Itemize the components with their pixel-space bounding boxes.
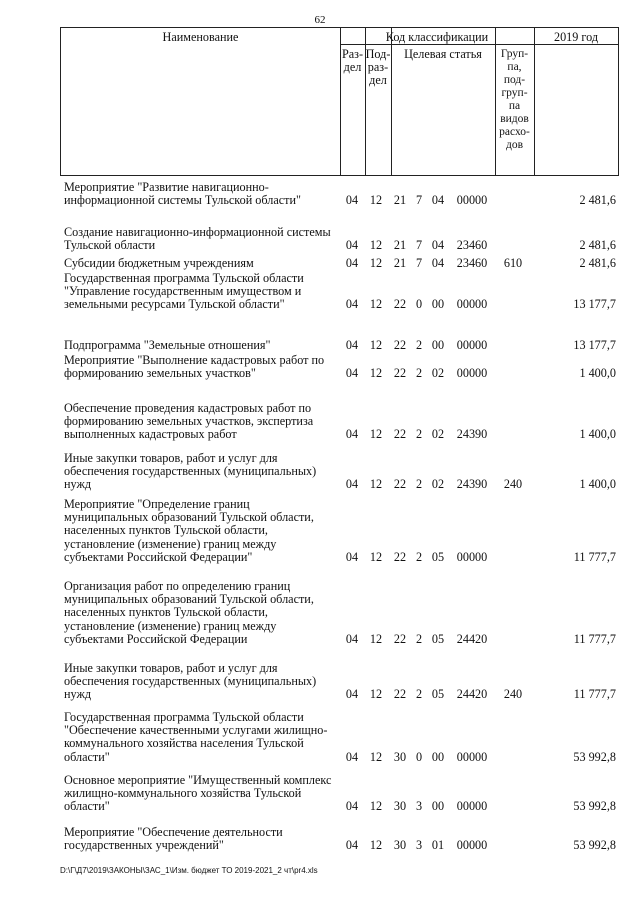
table-row	[0, 826, 640, 852]
amount-cell: 1 400,0	[579, 366, 616, 381]
podrazdel-cell: 12	[369, 193, 383, 208]
program-cell: 22	[393, 297, 407, 312]
subprogram-cell: 2	[415, 366, 423, 381]
amount-cell: 11 777,7	[573, 549, 616, 564]
table-header	[60, 27, 619, 176]
table-row	[0, 181, 640, 207]
subprogram-cell: 2	[415, 427, 423, 442]
razdel-cell: 04	[345, 338, 359, 352]
event-cell: 02	[431, 477, 445, 492]
program-cell: 22	[393, 477, 407, 492]
razdel-cell: 04	[345, 749, 359, 764]
event-cell: 00	[431, 749, 445, 764]
header-name: Наименование	[162, 30, 239, 44]
amount-cell: 53 992,8	[573, 799, 616, 814]
podrazdel-cell: 12	[369, 427, 383, 442]
program-cell: 21	[393, 193, 407, 208]
direction-cell: 24420	[456, 687, 488, 702]
amount-cell: 2 481,6	[579, 238, 616, 253]
event-cell: 05	[431, 549, 445, 564]
subprogram-cell: 3	[415, 799, 423, 814]
header-code-group: Код классификации	[385, 30, 489, 44]
header-target: Целевая статья	[404, 47, 482, 61]
podrazdel-cell: 12	[369, 687, 383, 702]
header-podrazdel: Под- раз- дел	[365, 47, 391, 87]
table-row	[0, 498, 640, 564]
direction-cell: 23460	[456, 256, 488, 270]
subprogram-cell: 0	[415, 749, 423, 764]
amount-cell: 11 777,7	[573, 687, 616, 702]
subprogram-cell: 2	[415, 338, 423, 352]
amount-cell: 53 992,8	[573, 838, 616, 853]
table-row	[0, 452, 640, 492]
program-cell: 22	[393, 631, 407, 646]
direction-cell: 00000	[456, 549, 488, 564]
table-row	[0, 711, 640, 764]
amount-cell: 2 481,6	[579, 193, 616, 208]
event-cell: 05	[431, 631, 445, 646]
subprogram-cell: 0	[415, 297, 423, 312]
row-name: Создание навигационно-информационной системы Тульской области	[64, 225, 331, 253]
subprogram-cell: 2	[415, 687, 423, 702]
amount-cell: 1 400,0	[579, 427, 616, 442]
direction-cell: 00000	[456, 838, 488, 853]
razdel-cell: 04	[345, 366, 359, 381]
amount-cell: 11 777,7	[573, 631, 616, 646]
subprogram-cell: 7	[415, 256, 423, 270]
row-name: Организация работ по определению границ муниципальных образований Тульской области, населенных пунктов Тульской области, установление (изменение) границ между субъектами Российской Федерации	[64, 579, 314, 646]
program-cell: 22	[393, 338, 407, 352]
direction-cell: 00000	[456, 193, 488, 208]
direction-cell: 24420	[456, 631, 488, 646]
podrazdel-cell: 12	[369, 338, 383, 352]
program-cell: 30	[393, 799, 407, 814]
podrazdel-cell: 12	[369, 549, 383, 564]
amount-cell: 53 992,8	[573, 749, 616, 764]
razdel-cell: 04	[345, 297, 359, 312]
direction-cell: 00000	[456, 297, 488, 312]
subprogram-cell: 2	[415, 631, 423, 646]
program-cell: 22	[393, 549, 407, 564]
amount-cell: 1 400,0	[579, 477, 616, 492]
table-row	[0, 257, 640, 270]
program-cell: 22	[393, 427, 407, 442]
podrazdel-cell: 12	[369, 749, 383, 764]
row-name: Мероприятие "Определение границ муниципальных образований Тульской области, населенных пунктов Тульской области, установление (изменение) границ между субъектами Российской Федерации"	[64, 497, 314, 564]
table-row	[0, 226, 640, 252]
group-cell: 240	[503, 687, 523, 702]
header-razdel: Раз- дел	[341, 47, 364, 74]
event-cell: 00	[431, 338, 445, 352]
row-name: Подпрограмма "Земельные отношения"	[64, 338, 271, 352]
subprogram-cell: 7	[415, 193, 423, 208]
program-cell: 21	[393, 238, 407, 253]
subprogram-cell: 2	[415, 477, 423, 492]
event-cell: 02	[431, 366, 445, 381]
razdel-cell: 04	[345, 549, 359, 564]
program-cell: 21	[393, 256, 407, 270]
program-cell: 22	[393, 687, 407, 702]
razdel-cell: 04	[345, 799, 359, 814]
row-name: Государственная программа Тульской области "Управление государственным имуществом и земельными ресурсами Тульской области"	[64, 271, 304, 312]
row-name: Иные закупки товаров, работ и услуг для обеспечения государственных (муниципальных) нужд	[64, 451, 317, 492]
razdel-cell: 04	[345, 427, 359, 442]
razdel-cell: 04	[345, 256, 359, 270]
amount-cell: 2 481,6	[579, 256, 616, 270]
subprogram-cell: 7	[415, 238, 423, 253]
row-name: Основное мероприятие "Имущественный комплекс жилищно-коммунального хозяйства Тульской области"	[64, 773, 332, 814]
direction-cell: 00000	[456, 799, 488, 814]
table-row	[0, 402, 640, 442]
page-number: 62	[314, 14, 326, 26]
podrazdel-cell: 12	[369, 838, 383, 853]
razdel-cell: 04	[345, 238, 359, 253]
direction-cell: 00000	[456, 749, 488, 764]
direction-cell: 00000	[456, 338, 488, 352]
row-name: Мероприятие "Обеспечение деятельности государственных учреждений"	[64, 825, 283, 853]
divider	[340, 44, 534, 45]
podrazdel-cell: 12	[369, 366, 383, 381]
file-path-footer: D:\Г\Д7\2019\ЗАКОНЫ\ЗАС_1\Изм. бюджет ТО 2019-2021_2 чт\pr4.xls	[60, 866, 318, 875]
podrazdel-cell: 12	[369, 297, 383, 312]
direction-cell: 00000	[456, 366, 488, 381]
event-cell: 04	[431, 256, 445, 270]
event-cell: 04	[431, 193, 445, 208]
razdel-cell: 04	[345, 838, 359, 853]
header-year: 2019 год	[553, 30, 599, 44]
program-cell: 30	[393, 838, 407, 853]
group-cell: 610	[503, 256, 523, 270]
amount-cell: 13 177,7	[573, 338, 616, 352]
row-name: Обеспечение проведения кадастровых работ по формированию земельных участков, экспертиза выполненных кадастровых работ	[64, 401, 314, 442]
header-group: Груп- па, под- груп- па видов расхо- дов	[499, 48, 530, 151]
subprogram-cell: 2	[415, 549, 423, 564]
direction-cell: 24390	[456, 427, 488, 442]
event-cell: 01	[431, 838, 445, 853]
program-cell: 30	[393, 749, 407, 764]
program-cell: 22	[393, 366, 407, 381]
divider	[534, 44, 618, 45]
event-cell: 00	[431, 297, 445, 312]
razdel-cell: 04	[345, 193, 359, 208]
podrazdel-cell: 12	[369, 799, 383, 814]
direction-cell: 24390	[456, 477, 488, 492]
divider	[534, 28, 535, 175]
razdel-cell: 04	[345, 631, 359, 646]
subprogram-cell: 3	[415, 838, 423, 853]
table-row	[0, 662, 640, 702]
table-row	[0, 774, 640, 814]
event-cell: 04	[431, 238, 445, 253]
razdel-cell: 04	[345, 687, 359, 702]
table-row	[0, 339, 640, 352]
row-name: Иные закупки товаров, работ и услуг для обеспечения государственных (муниципальных) нужд	[64, 661, 317, 702]
table-row	[0, 272, 640, 312]
direction-cell: 23460	[456, 238, 488, 253]
row-name: Государственная программа Тульской области "Обеспечение качественными услугами жилищно-коммунального хозяйства населения Тульской области"	[64, 710, 328, 764]
group-cell: 240	[503, 477, 523, 492]
row-name: Субсидии бюджетным учреждениям	[64, 256, 254, 270]
table-row	[0, 580, 640, 646]
event-cell: 05	[431, 687, 445, 702]
row-name: Мероприятие "Развитие навигационно-информационной системы Тульской области"	[64, 180, 301, 208]
razdel-cell: 04	[345, 477, 359, 492]
podrazdel-cell: 12	[369, 238, 383, 253]
event-cell: 00	[431, 799, 445, 814]
podrazdel-cell: 12	[369, 256, 383, 270]
table-row	[0, 354, 640, 380]
row-name: Мероприятие "Выполнение кадастровых работ по формированию земельных участков"	[64, 353, 325, 381]
podrazdel-cell: 12	[369, 477, 383, 492]
podrazdel-cell: 12	[369, 631, 383, 646]
event-cell: 02	[431, 427, 445, 442]
amount-cell: 13 177,7	[573, 297, 616, 312]
